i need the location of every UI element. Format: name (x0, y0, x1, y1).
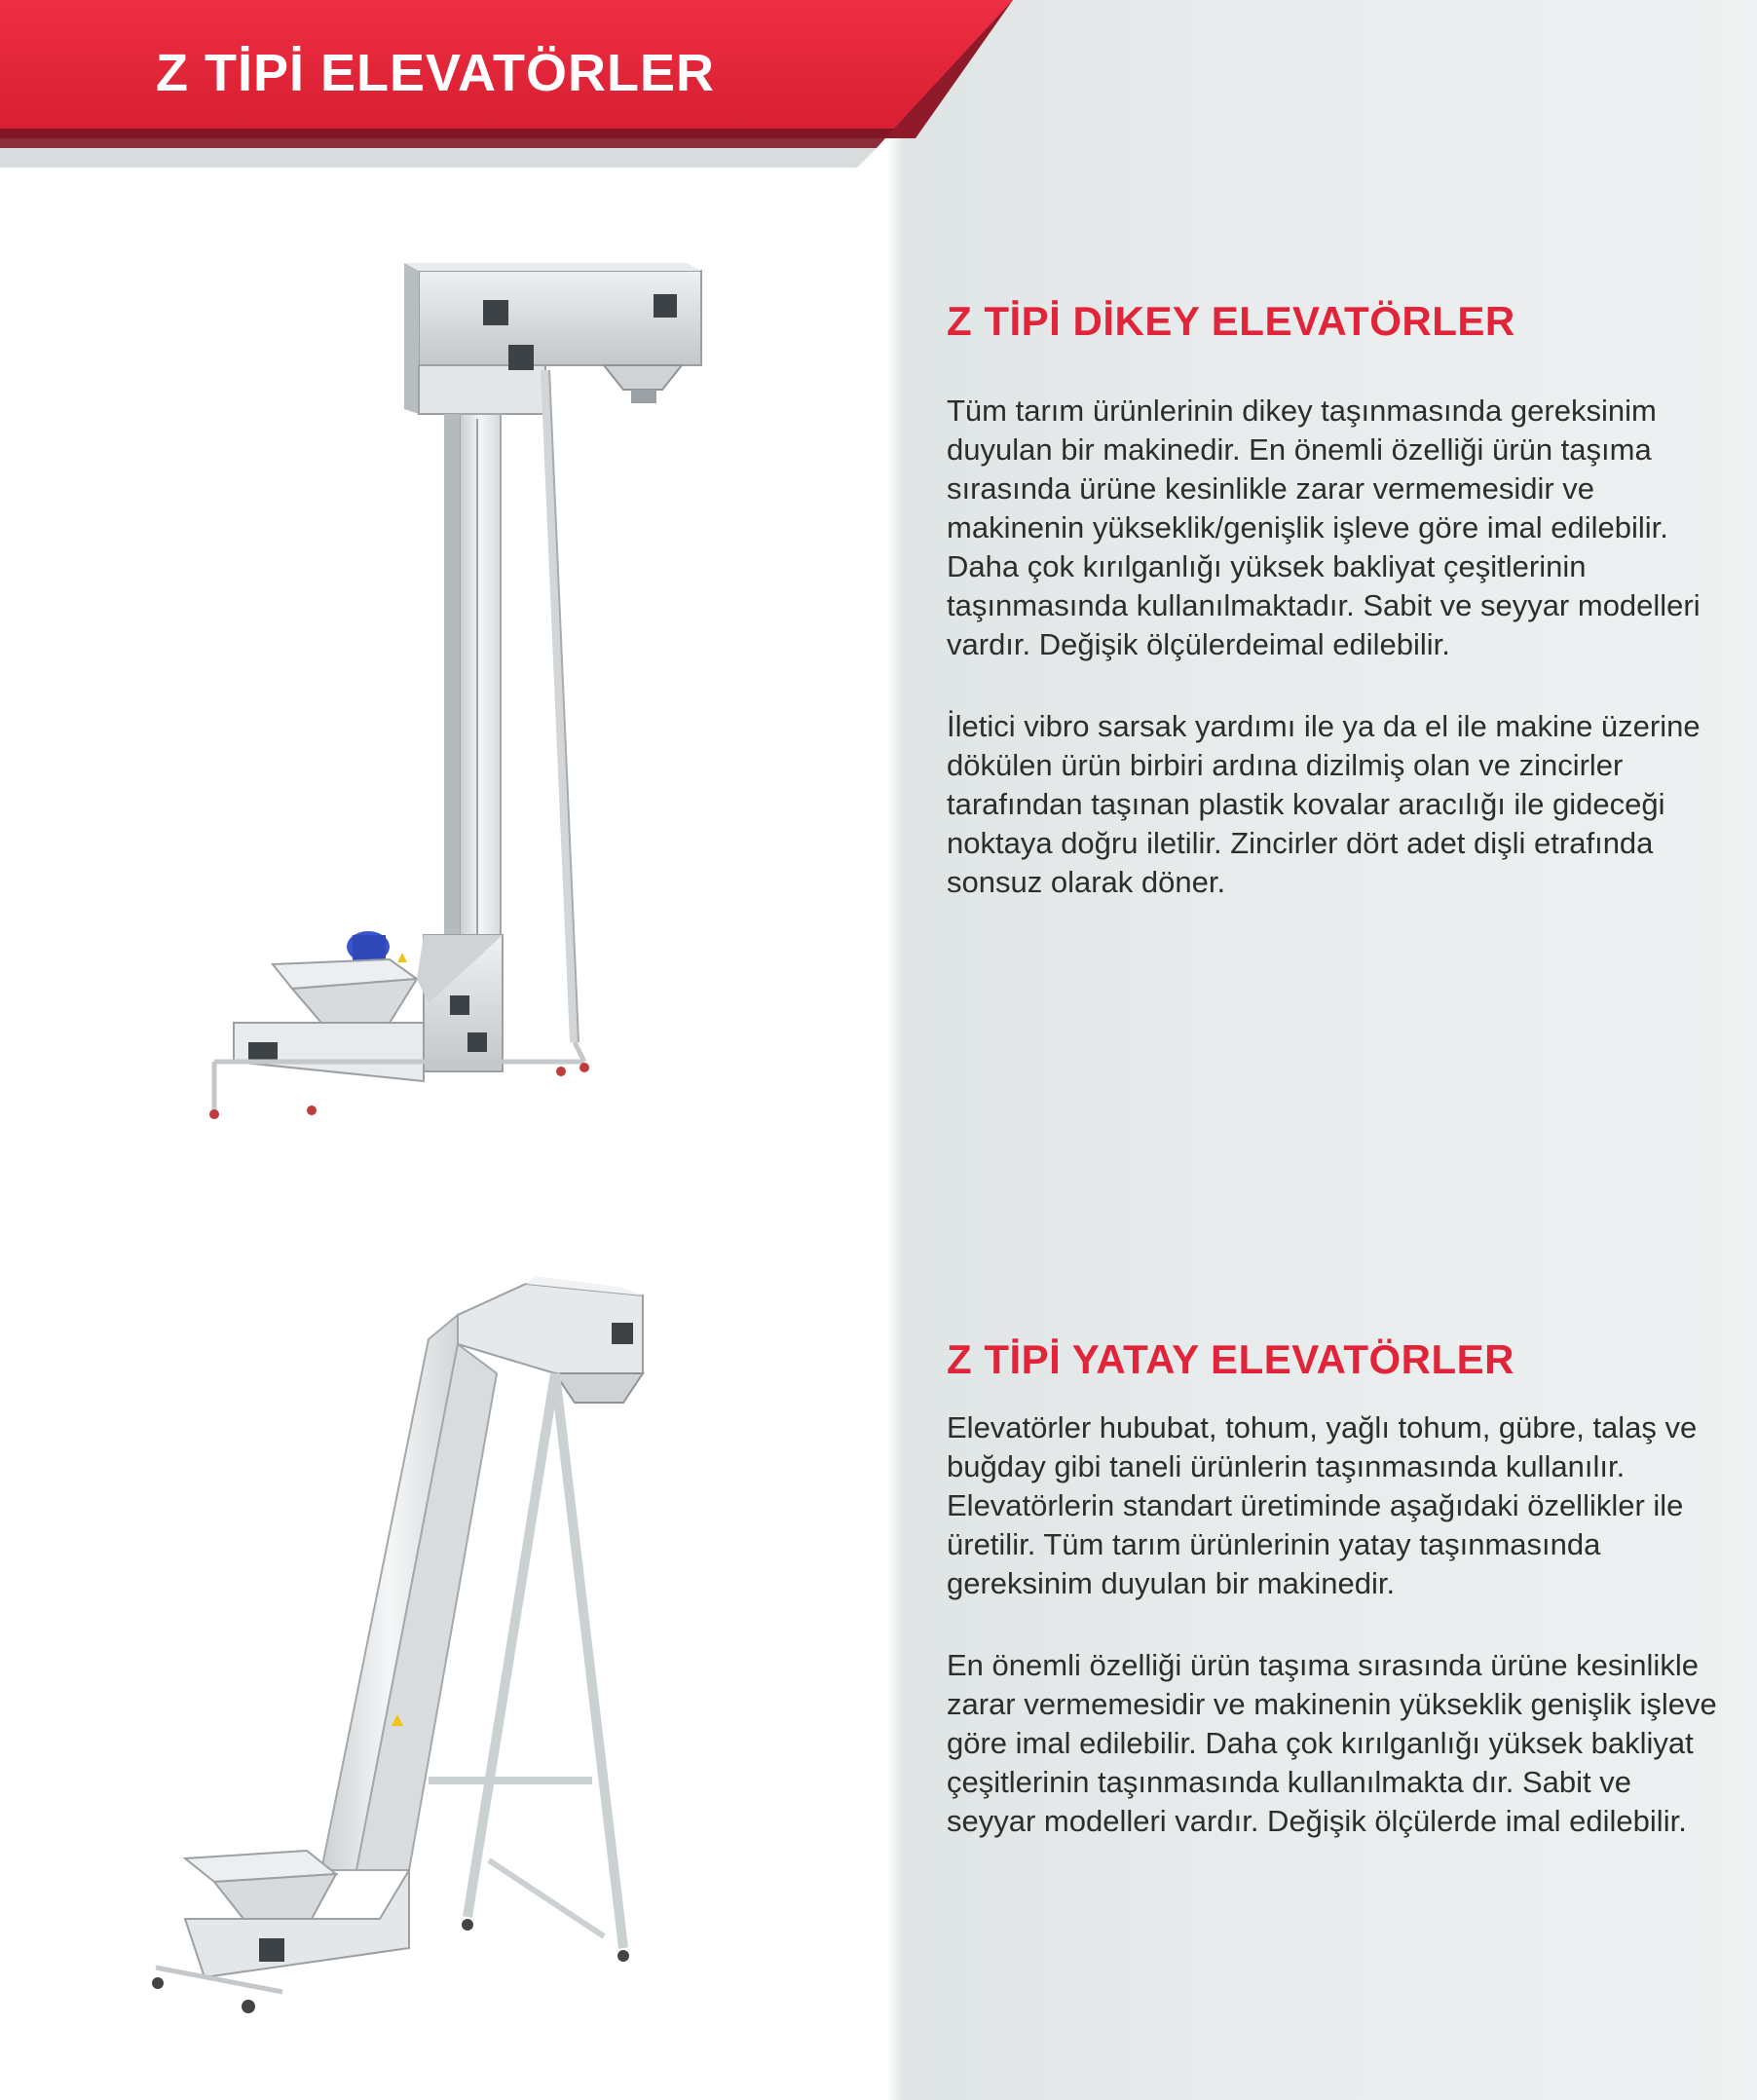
panel-shadow-edge (886, 0, 906, 2100)
section-paragraph: İletici vibro sarsak yardımı ile ya da el ile makine üzerine dökülen ürün birbiri ardına dizilmiş olan ve zincirler tarafından taşınan plastik kovalar aracılığı ile gideceği noktaya doğru iletilir. Zincirler dört adet dişli etrafında sonsuz olarak döner. (947, 709, 1701, 899)
page-title: Z TİPİ ELEVATÖRLER (156, 44, 716, 102)
section-heading-horizontal: Z TİPİ YATAY ELEVATÖRLER (947, 1336, 1514, 1382)
section-paragraph: En önemli özelliği ürün taşıma sırasında ürüne kesinlikle zarar vermemesidir ve makinenin yükseklik genişlik işleve göre imal edilebilir. Daha çok kırılganlığı yüksek bakliyat çeşitlerinin taşınmasında kullanılmakta dır. Sabit ve seyyar modelleri vardır. Değişik ölçülerde imal edilebilir. (947, 1648, 1717, 1838)
horizontal-elevators-section (947, 1336, 1726, 1884)
header-banner (0, 0, 1013, 175)
section-paragraph: Elevatörler hububat, tohum, yağlı tohum, gübre, talaş ve buğday gibi taneli ürünlerin taşınmasında kullanılır. Elevatörlerin standart üretiminde aşağıdaki özellikler ile üretilir. Tüm tarım ürünlerinin yatay taşınmasında gereksinim duyulan bir makinedir. (947, 1410, 1698, 1600)
vertical-elevator-image (195, 253, 740, 1149)
vertical-elevators-section (947, 298, 1726, 945)
inclined-elevator-image (136, 1266, 682, 2026)
section-paragraph: Tüm tarım ürünlerinin dikey taşınmasında gereksinim duyulan bir makinedir. En önemli özelliği ürün taşıma sırasında ürüne kesinlikle zarar vermemesidir ve makinenin yükseklik/genişlik işleve göre imal edilebilir. Daha çok kırılganlığı yüksek bakliyat çeşitlerinin taşınmasında kullanılmaktadır. Sabit ve seyyar modelleri vardır. Değişik ölçülerdeimal edilebilir. (947, 394, 1701, 661)
section-heading-vertical: Z TİPİ DİKEY ELEVATÖRLER (947, 298, 1515, 344)
